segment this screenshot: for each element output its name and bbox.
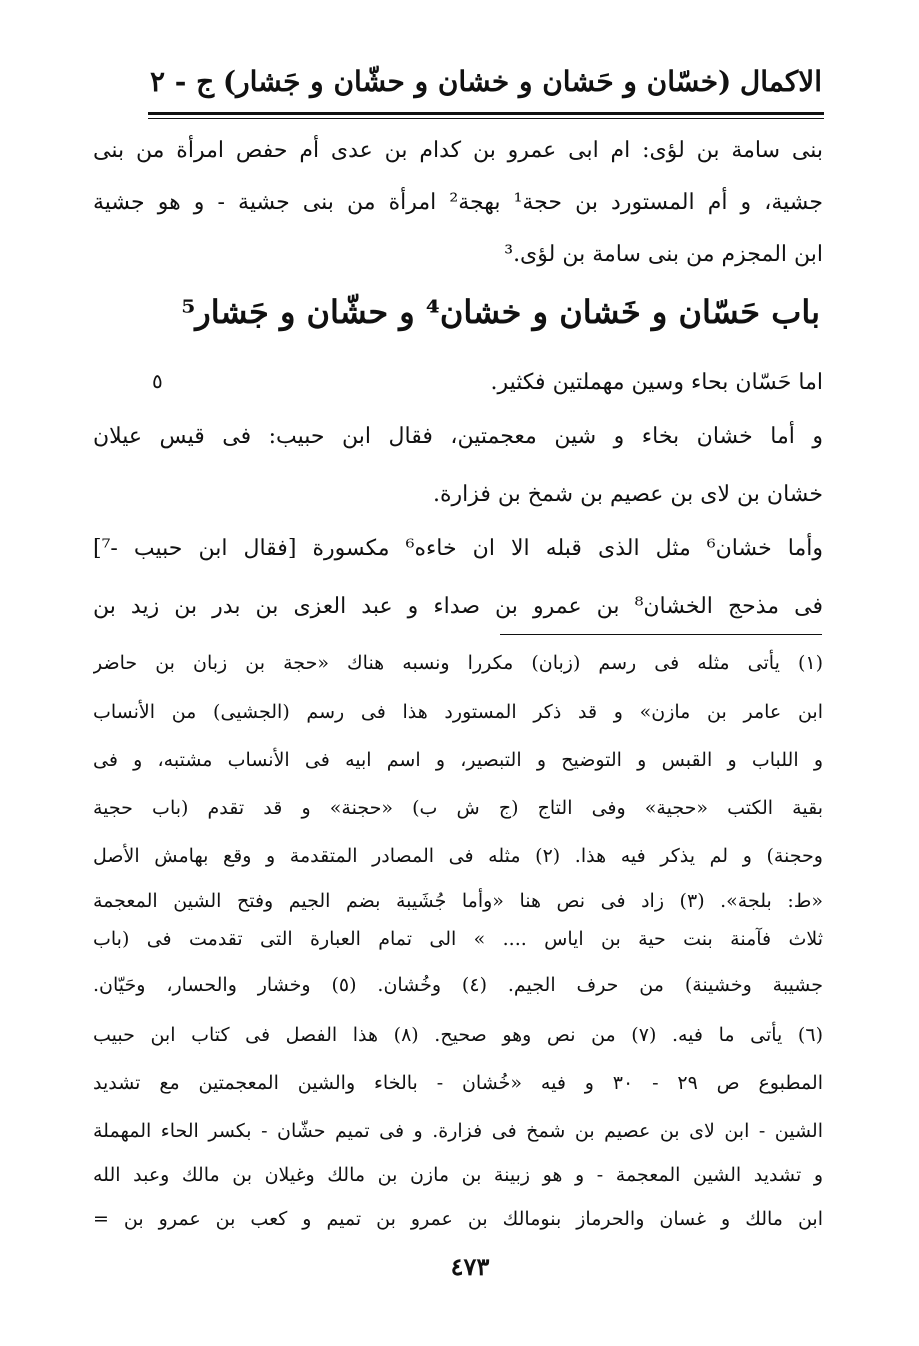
footnote-line: (١) يأتى مثله فى رسم (زبان) مكررا ونسبه هناك «حجة بن زبان بن حاضر [93,652,823,674]
body-line: بنى سامة بن لؤى: ام ابى عمرو بن كدام بن عدى أم حفص امرأة من بنى [93,138,823,163]
footnote-line: جشيبة وخشينة) من حرف الجيم. (٤) وخُشان. (٥) وخشار والحسار، وحَيّان. [93,974,823,996]
footnote-line: ابن عامر بن مازن» و قد ذكر المستورد هذا فى رسم (الجشيى) من الأنساب [93,701,823,723]
footnote-line: «ط: بلجة». (٣) زاد فى نص هنا «وأما جُشَيبة بضم الجيم وفتح الشين المعجمة [93,890,823,912]
footnote-line: و اللباب و القبس و التوضيح و التبصير، و اسم ابيه فى الأنساب مشتبه، و فى [93,749,823,771]
footnote-separator [500,634,822,635]
body-line: و أما خشان بخاء و شين معجمتين، فقال ابن حبيب: فى قيس عيلان [93,424,823,449]
footnote-line: (٦) يأتى ما فيه. (٧) من نص وهو صحيح. (٨) هذا الفصل فى كتاب ابن حبيب [93,1024,823,1046]
page-number: ٤٧٣ [450,1252,490,1281]
header-section-title: (خسّان و حَشان و خشان و حشّان و جَشار) [222,64,732,98]
footnote-line: ثلاث فآمنة بنت حية بن اياس .... » الى تمام العبارة التى تقدمت فى (باب [93,928,823,950]
header-rule-thin [148,118,824,119]
footnote-line: و تشديد الشين المعجمة - و هو زبينة بن مازن بن مالك وغيلان بن مالك وعبد الله [93,1164,823,1186]
body-line: خشان بن لاى بن عصيم بن شمخ بن فزارة. [432,482,823,507]
body-line: وأما خشان⁶ مثل الذى قبله الا ان خاءه⁶ مكسورة [فقال ابن حبيب -⁷] [93,536,823,561]
header-book-title: الاكمال [739,64,822,98]
footnote-line: الشين - ابن لاى بن عصيم بن شمخ فى فزارة. و فى تميم حشّان - بكسر الحاء المهملة [93,1120,823,1142]
body-line: جشية، و أم المستورد بن حجة¹ بهجة² امرأة من بنى جشية - و هو جشية [93,190,823,215]
footnote-line: ابن مالك و غسان والحرماز بنومالك بن عمرو بن تميم و كعب بن عمرو بن = [93,1208,823,1230]
body-line: ابن المجزم من بنى سامة بن لؤى.³ [504,242,823,267]
running-header [150,58,822,104]
body-line: اما حَسّان بحاء وسين مهملتين فكثير. [490,370,823,395]
footnote-line: بقية الكتب «حجية» وفى التاج (ج ش ب) «حجنة» و قد تقدم (باب حجية [93,797,823,819]
body-line: فى مذحج الخشان⁸ بن عمرو بن صداء و عبد العزى بن بدر بن زيد بن [93,594,823,619]
header-volume: ج - ٢ [150,64,215,98]
footnote-line: وحجنة) و لم يذكر فيه هذا. (٢) مثله فى المصادر المتقدمة و وقع بهامش الأصل [93,845,823,867]
section-heading: باب حَسّان و خَشان و خشان⁴ و حشّان و جَشار⁵ [181,293,820,331]
footnote-line: المطبوع ص ٢٩ - ٣٠ و فيه «خُشان - بالخاء والشين المعجمتين مع تشديد [93,1072,823,1094]
header-rule-thick [148,112,824,115]
margin-line-number: ٥ [152,369,163,393]
